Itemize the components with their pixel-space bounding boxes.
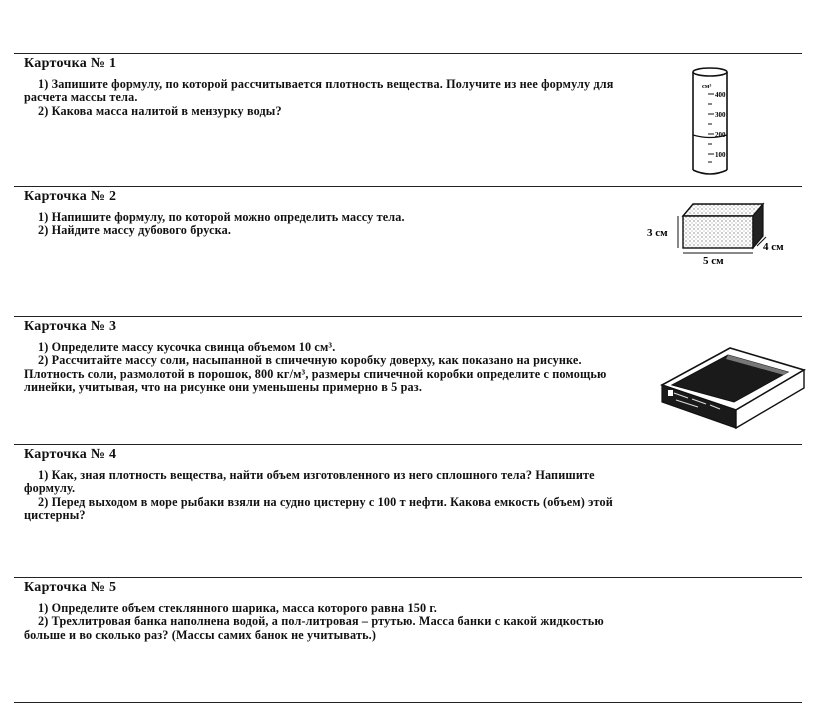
card-3-item-1: 1) Определите массу кусочка свинца объемом 10 см³. [38,340,336,354]
card-3-text [24,341,634,395]
card-4-title: Карточка № 4 [24,447,117,462]
card-5-item-2: 2) Трехлитровая банка наполнена водой, а пол-литровая – ртутью. Масса банки с какой жидкостью больше и во сколько раз? (Массы самих банок не учитывать.) [24,614,604,642]
card-5-item-1: 1) Определите объем стеклянного шарика, масса которого равна 150 г. [38,601,437,615]
page-bottom-rule [14,702,802,703]
card-2-text [24,211,584,238]
block-height-label: 3 см [647,227,668,239]
cylinder-mark-300: 300 [715,111,726,119]
card-3-item-2: 2) Рассчитайте массу соли, насыпанной в спичечную коробку доверху, как показано на рисунке. Плотность соли, размолотой в порошок, 800 кг/м³, размеры спичечной коробки определите с помощью линейки, учитывая, что на рисунке они уменьшены примерно в 5 раз. [24,353,607,395]
card-1-item-1: 1) Запишите формулу, по которой рассчитывается плотность вещества. Получите из нее формулу для расчета массы тела. [24,77,614,105]
block-depth-label: 4 см [763,241,784,253]
oak-block-figure [645,196,795,266]
card-4-item-2: 2) Перед выходом в море рыбаки взяли на судно цистерну с 100 т нефти. Какова емкость (объем) этой цистерны? [24,494,613,523]
card-5-title: Карточка № 5 [24,580,117,595]
card-divider [14,53,802,54]
matchbox-figure [658,330,810,430]
card-2-item-1: 1) Напишите формулу, по которой можно определить массу тела. [38,210,405,224]
card-2-title: Карточка № 2 [24,189,117,204]
card-3-title: Карточка № 3 [24,319,117,334]
block-length-label: 5 см [703,255,724,266]
card-1-text [24,78,632,118]
card-1-item-2: 2) Какова масса налитой в мензурку воды? [38,103,282,118]
card-divider [14,186,802,187]
card-4-item-1: 1) Как, зная плотность вещества, найти объем изготовленного из него сплошного тела? Напишите формулу. [24,468,595,496]
cylinder-mark-100: 100 [715,151,726,159]
measuring-cylinder-figure [682,62,754,184]
card-4-text [24,469,634,523]
card-divider [14,444,802,445]
card-2-item-2: 2) Найдите массу дубового бруска. [38,223,232,238]
card-5-text [24,602,636,642]
card-divider [14,577,802,578]
cylinder-unit-label: см³ [702,83,712,90]
cylinder-mark-200: 200 [715,131,726,139]
card-divider [14,316,802,317]
card-1-title: Карточка № 1 [24,56,117,71]
cylinder-mark-400: 400 [715,91,726,99]
